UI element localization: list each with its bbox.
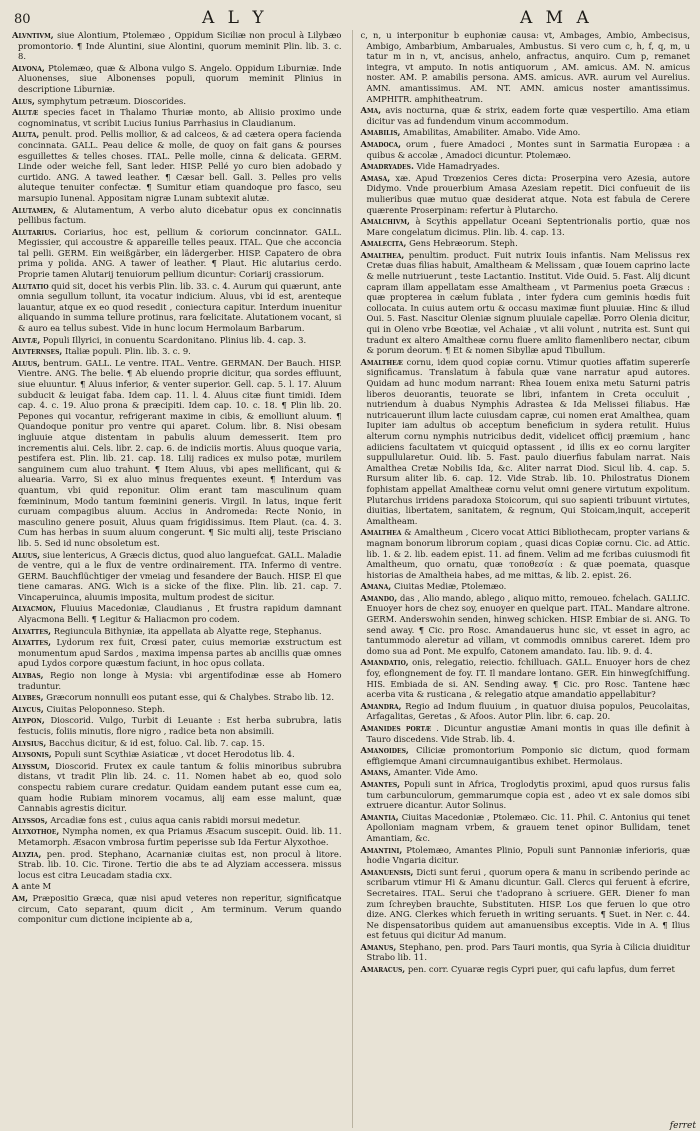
entry-headword: Amanides portæ	[360, 723, 432, 733]
entry-text: Nympha nomen, ex qua Priamus Æsacum suscepit. Ouid. lib. 11. Metamorph. Æsacon vmbrosa furtim peperisse sub Ida Fertur Alyxothoe.	[18, 826, 342, 847]
entry-text: Coriarius, hoc est, pellium & coriorum concinnator. GALL. Megissier, qui accoustre & appareille telles peaux. ITAL. Que che acconcia tal pelli. GERM. Ein weißgärber, ein lädergerber. HISP. Capatero de obra prima y polida. ANG. A tawer of leather. ¶ Plaut. Hic alutarius cerdo. Proprie tamen Alutarij tenuiorum pellium dicuntur: Coriarij crassiorum.	[18, 226, 342, 280]
entry-text: Populi Illyrici, in conuentu Scardonitano. Plinius lib. 4. cap. 3.	[42, 334, 307, 345]
entry-headword: Alycus,	[12, 703, 44, 714]
entry-text: Ptolemæo, quæ & Albona vulgo S. Angelo. Oppidum Liburniæ. Inde Aluonenses, siue Albonenses populi, quorum meminit Plinius in descriptione Liburniæ.	[18, 62, 342, 94]
entry-headword: Amalchivm,	[360, 216, 410, 227]
dictionary-entry	[12, 715, 342, 736]
entry-headword: Alyssum,	[12, 760, 50, 771]
dictionary-entry	[361, 845, 691, 866]
entry-text: Amanter. Vide Amo.	[393, 767, 478, 778]
running-head-left: A L Y	[202, 8, 268, 28]
dictionary-entry	[361, 357, 691, 527]
dictionary-entry	[361, 250, 691, 356]
entry-headword: Amantia,	[360, 811, 399, 822]
dictionary-entry	[361, 127, 691, 138]
entry-headword: Am,	[12, 892, 29, 903]
entry-text: Gens Hebræorum. Steph.	[409, 238, 518, 249]
entry-headword: Amaracus,	[360, 964, 406, 975]
entry-text: Populi sunt in Africa, Troglodytis proximi, apud quos rursus falis tum carbunculorum, gemmarumque copia est , adeo vt ex sale domos sibi extruere dicantur. Autor Solinus.	[366, 778, 690, 811]
dictionary-entry	[361, 745, 691, 766]
dictionary-entry	[12, 637, 342, 669]
entry-text: Ciuitas Macedoniæ , Ptolemæo. Cic. 11. Phil. C. Antonius qui tenet Apolloniam magnam vrbem, & grauem tenet opinor Bullidam, tenet Amantiam, &c.	[366, 811, 690, 843]
dictionary-entry	[12, 603, 342, 624]
entry-text: à Scythis appellatur Oceani Septentrionalis portio, quæ nos Mare congelatum dicimus. Plin. lib. 4. cap. 13.	[366, 216, 690, 237]
dictionary-entry	[361, 812, 691, 844]
dictionary-entry	[12, 761, 342, 814]
dictionary-entry	[12, 358, 342, 549]
entry-headword: Alus,	[12, 95, 35, 106]
dictionary-entry	[361, 593, 691, 657]
dictionary-entry	[12, 96, 342, 107]
entry-text: Ciuitas Mediæ, Ptolemæo.	[394, 581, 507, 592]
entry-headword: Amana,	[360, 581, 392, 592]
entry-headword: Ama,	[360, 105, 382, 116]
entry-text: Ciliciæ promontorium Pomponio sic dictum, quod formam effigiemque Amani circumnauigantibus exhibet. Hermolaus.	[366, 745, 690, 766]
entry-text: orum , fuere Amadoci , Montes sunt in Sarmatia Europæa : a quibus & accolæ , Amadoci dicuntur. Ptolemæo.	[366, 138, 690, 160]
entry-text: c, n, u interponitur b euphoniæ causa: vt, Ambages, Ambio, Ambecisus, Ambigo, Ambarbium, Ambaruales, Ambustus. Si vero cum c, h, f, q, m, u tatur m in n, vt, ancisus, anhelo, anfractus, anquiro. Cum p, remanet integra, vt amputo. In notis antiquorum , AM. amicus. AM. N. amicus noster. AM. P. amabilis persona. AMS. amicus. AVR. aurum vel Aurelius. AMN. amantissimus. AM. NT. AMN. amicus noster amantissimus. AMPHITR. amphitheatrum.	[360, 30, 690, 104]
entry-headword: Amadryades.	[360, 161, 414, 172]
dictionary-entry	[12, 63, 342, 95]
page-number: 80	[14, 12, 31, 27]
dictionary-entry	[361, 105, 691, 126]
entry-text: Ciuitas Peloponneso. Steph.	[46, 703, 166, 714]
dictionary-entry	[12, 107, 342, 128]
dictionary-entry	[361, 657, 691, 699]
dictionary-entry	[12, 550, 342, 603]
catchword: ferret	[669, 1121, 696, 1131]
dictionary-entry	[361, 161, 691, 172]
left-column	[12, 30, 342, 1128]
dictionary-entry	[12, 30, 342, 62]
entry-headword: Alutarius.	[12, 226, 57, 237]
dictionary-entry	[12, 670, 342, 691]
entry-text: quid sit, docet his verbis Plin. lib. 33. c. 4. Aurum qui quærunt, ante omnia segullum tollunt, ita vocatur indicium. Aluus, vbi id est, arenteque lauantur, atque ex eo quod resedit , coniectura capitur. Interdum inuenitur aliquando in summa tellure protinus, rara fœlicitate. Alutationem vocant, si & auro ea tellus subest. Vide in hunc locum Hermolaum Barbarum.	[18, 280, 342, 334]
text-columns	[12, 30, 690, 1128]
entry-text: avis nocturna, quæ & strix, eadem forte quæ vespertilio. Ama etiam dicitur vas ad fundendum vinum accommodum.	[366, 105, 690, 126]
page-header	[12, 6, 690, 30]
entry-text: symphytum petræum. Dioscorides.	[37, 95, 187, 106]
entry-text: species facet in Thalamo Thuriæ monto, ab Aliisio proximo unde cognominatus, vt scribit Lucius Iunius Parrhasius in Claudianum.	[18, 107, 342, 128]
dictionary-entry	[361, 216, 691, 237]
entry-headword: Amanus,	[360, 941, 397, 952]
dictionary-entry	[12, 893, 342, 925]
entry-headword: Aluus,	[12, 549, 41, 560]
dictionary-entry	[361, 238, 691, 249]
entry-text: Amabilitas, Amabiliter. Amabo. Vide Amo.	[403, 127, 581, 138]
dictionary-entry	[12, 626, 342, 637]
entry-headword: A	[12, 881, 19, 892]
entry-text: Fluuius Macedoniæ, Claudianus , Et frustra rapidum damnant Alyacmona Belli. ¶ Legitur & Haliacmon pro codem.	[18, 603, 342, 625]
entry-headword: Alvternses,	[12, 346, 63, 357]
dictionary-entry	[361, 779, 691, 811]
entry-text: Stephano, pen. prod. Pars Tauri montis, qua Syria à Cilicia diuiditur Strabo lib. 11.	[366, 941, 690, 963]
entry-text: Ptolemæo, Amantes Plinio, Populi sunt Pannoniæ inferioris, quæ hodie Vngaria dicitur.	[366, 844, 690, 866]
entry-headword: Amabilis,	[360, 127, 401, 138]
entry-headword: Alypon,	[12, 715, 45, 726]
dictionary-entry	[12, 692, 342, 703]
entry-headword: Amalthea,	[360, 249, 405, 260]
entry-headword: Alyxothoe,	[12, 826, 60, 837]
entry-headword: Amantes,	[360, 778, 401, 789]
entry-text: Regio ad Indum fluuium , in quatuor diuisa populos, Peucolaitas, Arfagalitas, Geretas , & Afoos. Autor Plin. libr. 6. cap. 20.	[366, 700, 690, 722]
entry-headword: Alyzia,	[12, 848, 42, 859]
entry-text: . Dicuntur angustiæ Amani montis in quas ille definit à Tauro discedens. Vide Strab. lib. 4.	[366, 723, 690, 744]
dictionary-entry	[12, 227, 342, 280]
entry-text: & Amaltheum , Cicero vocat Attici Bibliothecam, propter varians & magnam bonorum librorum copiam , quasi dicas Copiæ cornu. Cic. ad Attic. lib. 1. & 2. lib. eadem epist. 11. ad finem. Velim ad me fcribas cuiusmodi fit Amaltheum, quo ornatu, quæ τοποθεσία : & quæ poemata, quasque historias de Amaltheia habes, ad me mittas, & lib. 2. epist. 26.	[366, 527, 690, 580]
entry-text: Regio non longe à Mysia: vbi argentifodinæ esse ab Homero traduntur.	[18, 670, 342, 691]
entry-headword: Alysonis,	[12, 749, 52, 760]
entry-headword: Amalecita,	[360, 238, 407, 249]
entry-headword: Alyssos,	[12, 814, 48, 825]
entry-headword: Alybas,	[12, 670, 44, 681]
entry-text: Lydorum rex fuit, Crœsi pater, cuius memoriæ exstructum est monumentum apud Sardos , maxima impensa partes ab ancillis quæ omnes apud Lydos corpore quæstum faciunt, in hoc opus collata.	[18, 637, 342, 669]
entry-text: Italiæ populi. Plin. lib. 3. c. 9.	[65, 346, 191, 357]
entry-text: Populi sunt Scythiæ Asiaticæ , vt docet Herodotus lib. 4.	[54, 749, 295, 760]
dictionary-entry	[12, 815, 342, 826]
entry-text: Dioscorid. Frutex ex caule tantum & foliis minoribus subrubra distans, vt tradit Plin lib. 24. c. 11. Nomen habet ab eo, quod solo conspectu rabiem curare credatur. Quidam eandem putant esse cum ea, quam hodie Rubiam minorem vocamus, alij eam esse malunt, quæ Cannabis agrestis dicitur.	[18, 760, 342, 814]
entry-text: penult. prod. Pellis mollior, & ad calceos, & ad cætera opera facienda concinnata. GALL. Peau delice & molle, de quoy on fait gans & pourses esguillettes & telles choses. ITAL. Pelle molle, cinna & delicata. GERM. Linde oder weiche fell, Sant leder. HISP. Pellé yo curo bien adobado y curtido. ANG. A tawed leather. ¶ Cæsar bell. Gall. 3. Pelles pro velis aluteque tenuiter confectæ. ¶ Sumitur etiam quandoque pro fasco, seu marsupio Iunenal. Appositam nigræ Lunam subtexit alutæ.	[18, 129, 342, 203]
entry-headword: Amandra,	[360, 700, 402, 711]
entry-text: cornu, idem quod copiæ cornu. Vtimur quoties affatim supererſe significamus. Translatum à fabula quæ vane narratur apud autores. Quidam ad hunc modum narrant: Rhea Iouem enixa metu Saturni patris liberos deuorantis, teuorate se libri, infantem in Creta occuluit , nutriendum à duabus Nymphis Adrastea & Ida Melissei filiabus. Hæ nutricauerunt illum lacte cuiusdam capræ, cui nomen erat Amalthea, quam Iupiter iam adultus ob acceptum beneficium in sydera retulit. Huius alterum cornu nymphis nutricibus dedit, videlicet officij præmium , hanc adiiciens facultatem vt quicquid optassent , id illis ex eo cornu largiter suppullularetur. Ouid. lib. 5. Fast. paulo diuerfius fabulam narrat. Nais Amalthea Cretæ Nobilis Ida, &c. Aliter narrat Diod. Sicul lib. 4. cap. 5. Rursum aliter lib. 6. cap. 12. Vide Strab. lib. 10. Philostratus Dionem fophistam appellat Amaltheæ cornu velut omni genere virtutum expolitum. Plutarchus irridens paradoxa Stoicorum, qui suo sapienti tribuunt virtutes, diuitias, libertatem, sanitatem, & regnum, Qui Stoicam,inquit, acceperit Amaltheam.	[366, 356, 690, 526]
dictionary-entry	[12, 849, 342, 881]
entry-text: xæ. Apud Trœzenios Ceres dicta: Proserpina vero Azesia, autore Didymo. Vnde prouerbium Amasa Azesiam repetit. Dici confueuit de iis mulieribus quæ mutuo quæ desiderat atque. Nota est fabula de Cerere quærente Proserpinam: refertur à Plutarcho.	[366, 172, 690, 215]
entry-text: pen. prod. Stephano, Acarnaniæ ciuitas est, non procul à litore. Strab. lib. 10. Cic. Tirone. Tertio die abs te ad Alyziam accessera. missus locus est citra Leucadam stadia cxx.	[18, 848, 342, 880]
entry-text: pen. corr. Cyuaræ regis Cypri puer, qui cafu lapfus, dum ferret	[407, 964, 675, 975]
entry-headword: Alvona,	[12, 62, 45, 73]
entry-headword: Alutamen,	[12, 204, 57, 215]
dictionary-entry	[12, 881, 342, 892]
entry-headword: Alyacmon,	[12, 603, 56, 614]
entry-headword: Alvntivm,	[12, 30, 54, 40]
dictionary-entry	[12, 346, 342, 357]
entry-headword: Amando,	[360, 592, 398, 603]
entry-text: Vide Hamadryades.	[416, 161, 500, 172]
dictionary-entry	[361, 867, 691, 941]
entry-headword: Alyattes,	[12, 637, 52, 648]
entry-text: Dioscorid. Vulgo, Turbit di Leuante : Est herba subrubra, latis festucis, foliis minutis, flore nigro , radice beta non absimili.	[18, 715, 342, 736]
dictionary-entry	[12, 335, 342, 346]
dictionary-entry	[361, 527, 691, 580]
entry-headword: Alutæ	[12, 107, 39, 118]
entry-text: Regiuncula Bithyniæ, ita appellata ab Alyatte rege, Stephanus.	[53, 625, 322, 636]
entry-headword: Amantini,	[360, 844, 403, 855]
dictionary-entry	[361, 30, 691, 104]
entry-text: Bacchus dicitur, & id est, foluo. Cal. lib. 7. cap. 15.	[48, 737, 265, 748]
entry-headword: Alybes,	[12, 692, 44, 703]
entry-headword: Amadoca,	[360, 138, 402, 149]
entry-headword: Amalthea	[360, 527, 402, 538]
dictionary-entry	[361, 964, 691, 975]
dictionary-entry	[12, 749, 342, 760]
entry-text: bentrum. GALL. Le ventre. ITAL. Ventre. GERMAN. Der Bauch. HISP. Vientre. ANG. The belie. ¶ Ab eluendo proprie dicitur, qua sordes effluunt, siue eluuntur. ¶ Aluus inferior, & venter superior. Gell. cap. 5. l. 17. Aluum subducit & leuigat faba. Idem cap. 11. l. 4. Aluus citæ fiunt timidi. Idem cap. 4. c. 19. Aluo prona & præcipiti. Idem cap. 10. c. 18. ¶ Plin lib. 20. Pepones qui vocantur, refrigerant maxime in cibis, & emolliunt aluum. ¶ Quandoque ponitur pro ventre qui aparet. Colum. libr. 8. Nisi obesam ingluuie atque distentam in pabulis aluum demesserit. Item pro incrementis alui. Cels. libr. 2. cap. 6. de indiciis mortis. Aluus quoque varia, pestifera est. Plin. lib. 21. cap. 18. Lilij radices ex mulso potæ, murilem sanguinem cum aluo trahunt. ¶ Item Aluus, vbi apes mellificant, qui & aluearia. Varro, Si ex aluo minus frequentes exeunt. ¶ Interdum vas quantum, vbi quid reponitur. Olim erant tam masculinum quam fœmininum, Modo tantum fœminini generis. Virgil. In latus, inque ferit curuam compagibus aluum. Accius in Andromeda: Recte Nonio, in masculino genere posuit, Aluus quam frigidissimus. Item Plaut. (ca. 4. 3. Cum has herbas in suum aluum congerunt. ¶ Sic multi alij, teste Prisciano lib. 5. Sed id nunc obsoletum est.	[18, 357, 342, 548]
entry-headword: Amanoides,	[360, 745, 409, 756]
entry-headword: Aluus,	[12, 357, 41, 368]
dictionary-entry	[361, 701, 691, 722]
dictionary-entry	[361, 173, 691, 215]
dictionary-entry	[361, 723, 691, 744]
entry-text: siue Alontium, Ptolemæo , Oppidum Siciliæ non procul à Lilybæo promontorio. ¶ Inde Aluntini, siue Alontini, quorum meminit Plin. lib. 3. c. 8.	[18, 30, 342, 62]
running-head-right: A M A	[520, 8, 593, 28]
dictionary-entry	[361, 767, 691, 778]
entry-headword: Amasa,	[360, 172, 391, 183]
dictionary-entry	[361, 942, 691, 963]
entry-text: Præpositio Græca, quæ nisi apud veteres non reperitur, significatque circum, Cato separant, quum dicit , Am terminum. Verum quando componitur cum dictione incipiente ab a,	[18, 892, 342, 925]
entry-text: Græcorum nonnulli eos putant esse, qui & Chalybes. Strabo lib. 12.	[46, 692, 335, 703]
entry-headword: Alyattes,	[12, 625, 52, 636]
entry-text: siue lentericus, A Græcis dictus, quod aluo languefcat. GALL. Maladie de ventre, qui a le flux de ventre ordinairement. ITA. Infermo di ventre. GERM. Bauchflüchtiger der vmeiag und fesandere der Bauch. HISP. El que tiene camaras. ANG. Wich is a sicke of the flixe. Plin. lib. 21. cap. 7. Vincaperuinca, aluumis imposita, multum prodest de sicitur.	[18, 549, 342, 602]
entry-headword: Amanuensis,	[360, 866, 414, 877]
entry-headword: Amans,	[360, 767, 392, 778]
dictionary-entry	[12, 704, 342, 715]
entry-text: & Alutamentum, A verbo aluto dicebatur opus ex concinnatis pellibus factum.	[18, 204, 342, 226]
entry-text: ante M	[21, 881, 52, 892]
entry-headword: Amaltheæ	[360, 356, 403, 367]
entry-text: Dicti sunt ferui , quorum opera & manu in scribendo perinde ac scribarum vtimur Hi & Amanu dicuntur. Gall. Clercs qui feruent à efcrire, Secretaires. ITAL. Serui che t'adoprano à scriuere. GER. Diener fo man zum ſchreyben brauchte, Substituten. HISP. Los que feruen lo que otro dize. ANG. Clerkes which ferueth in writing seruants. ¶ Suet. in Ner. c. 44. Ne dispensatoribus quidem aut amanuensibus exceptis. Vide in A. ¶ Ilius est fetuus qui dicitur Ad manum.	[366, 866, 690, 941]
right-column	[352, 30, 691, 1128]
entry-headword: Aluta,	[12, 129, 40, 140]
entry-text: das , Alio mando, ablego , aliquo mitto, remoueo. fchelach. GALLIC. Enuoyer hors de chez soy, enuoyer en quelque part. ITAL. Mandare altrone. GERM. Anderswohin senden, hinweg schicken. HISP. Embiar de si. ANG. To send away. ¶ Cic. pro Rosc. Amandauerus hunc sic, vt esset in agro, ac tantummodo aleretur ad villam, vt commodis omnibus careret. Idem pro domo sua ad Pont. Me expulfo, Catonem amandato. Iau. lib. 9. d. 4.	[366, 592, 690, 656]
dictionary-entry	[12, 205, 342, 226]
dictionary-entry	[361, 581, 691, 592]
dictionary-entry	[12, 826, 342, 847]
entry-headword: Amandatio,	[360, 657, 409, 668]
entry-headword: Alutatio	[12, 280, 49, 291]
entry-headword: Alysius,	[12, 737, 47, 748]
dictionary-entry	[361, 139, 691, 160]
dictionary-entry	[12, 738, 342, 749]
entry-text: penultim. product. Fuit nutrix Iouis infantis. Nam Melissus rex Cretæ duas filias habuit, Amaltheam & Melissam , quæ Iouem caprino lacte & melle nutriuerunt , teste Lactantio. Institut. Vide Ouid. 5. Fast. Alij dicunt capram illam appellatam esse Amaltheam , vt Parmenius poeta Græcus : quæ propterea in cælum fublata , inter fydera cum geminis hœdis fuit collocata. In cuius autem ortu & occasu maximæ fiunt pluuiæ. Hinc & illud Oui. 5. Fast. Nascitur Oleniæ signum pluuiale capellæ. Porro Oleniа dicitur, qui in Oleno vrbe Bœotiæ, vel Achaiæ , vt alii volunt , nutrita est. Sunt qui tradunt ex altero Amaltheæ cornu fluere amlito flamenlibero nectar, cibum & porum deorum. ¶ Et & nomen Sibyllæ apud Tibullum.	[366, 249, 690, 356]
entry-text: Arcadiæ fons est , cuius aqua canis rabidi morsui medetur.	[50, 814, 301, 825]
entry-text: onis, relegatio, reiectio. fchilluach. GALL. Enuoyer hors de chez foy, eflongnement de foy. IT. Il mandare lontano. GER. Ein hinwegſchiffung. HIS. Embiada de si. AN. Sending away. ¶ Cic. pro Rosc. Tantene hæc acerba vita & rusticana , & relegatio atque amandatio appellabitur?	[366, 657, 690, 700]
entry-headword: Alvtæ,	[12, 334, 41, 345]
dictionary-entry	[12, 281, 342, 334]
dictionary-entry	[12, 129, 342, 203]
